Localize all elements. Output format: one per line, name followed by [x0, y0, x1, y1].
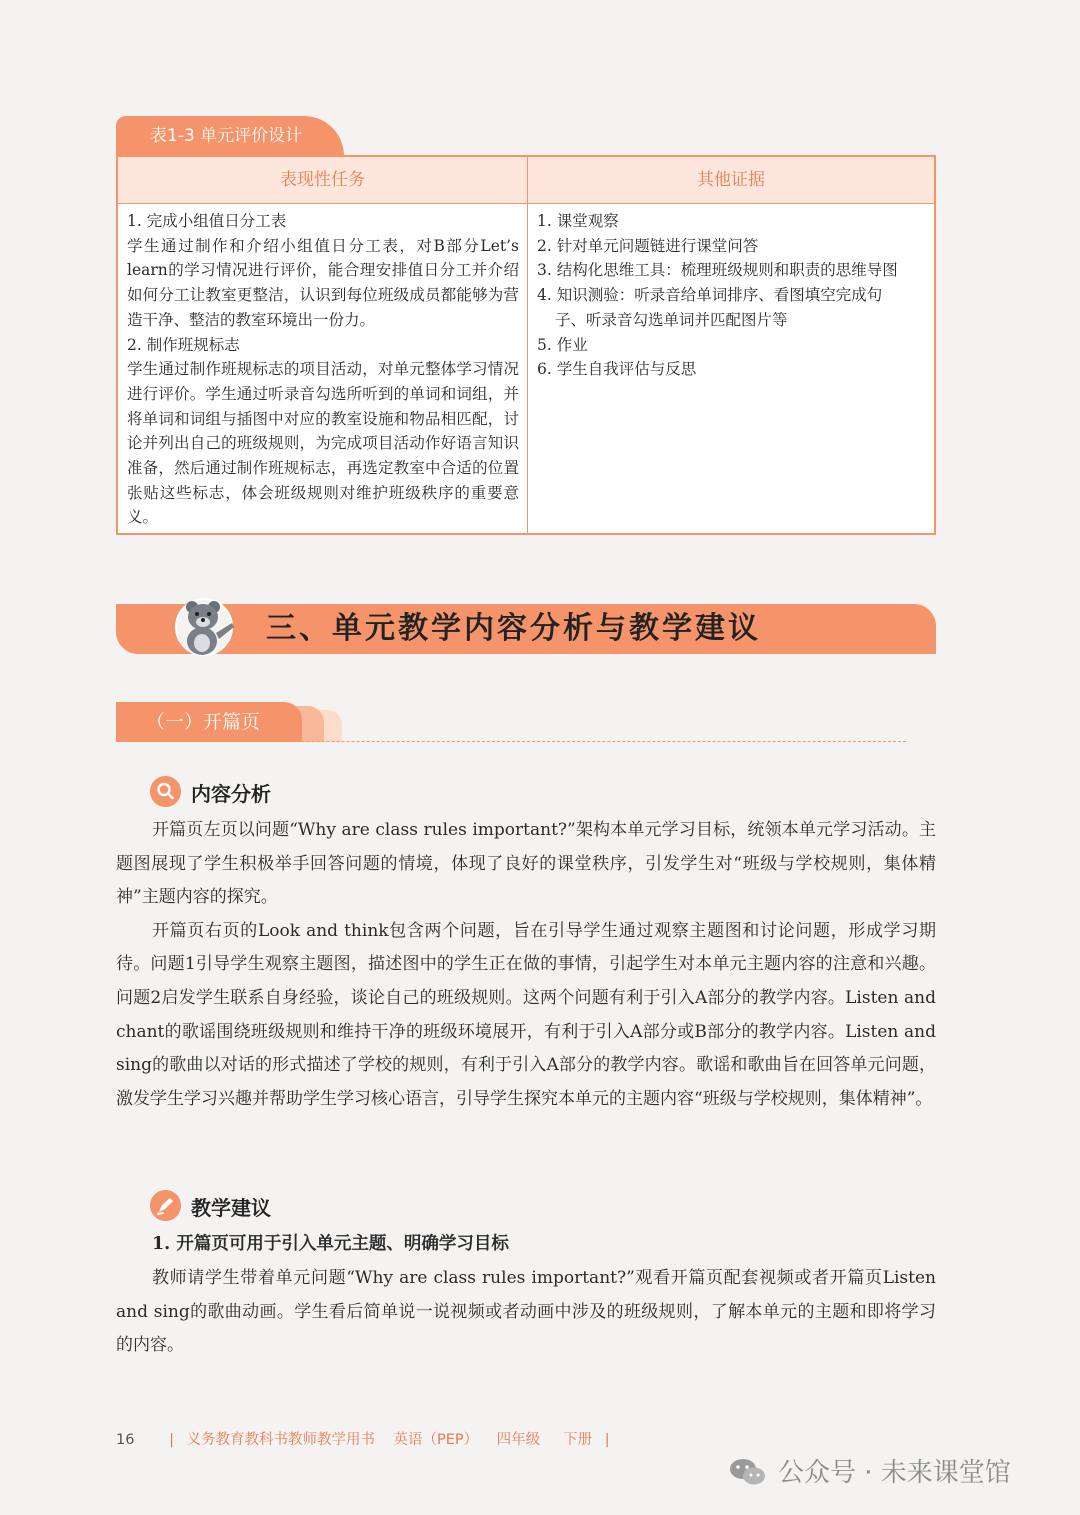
evaluation-table — [116, 155, 936, 535]
table-header-tasks: 表现性任务 — [280, 170, 365, 190]
dashed-divider — [116, 741, 906, 742]
table-header-row — [118, 157, 934, 204]
analysis-paragraph-2: 开篇页右页的Look and think包含两个问题，旨在引导学生通过观察主题图和讨论问题，形成学习期待。问题1引导学生观察主题图，描述图中的学生正在做的事情，引起学生对本单元主题内容的注意和兴趣。问题2启发学生联系自身经验，谈论自己的班级规则。这两个问题有利于引入A部分的教学内容。Listen and chant的歌谣围绕班级规则和维持干净的班级环境展开，有利于引入A部分或B部分的教学内容。Listen and sing的歌曲以对话的形式描述了学校的规则，有利于引入A部分的教学内容。歌谣和歌曲旨在回答单元问题，激发学生学习兴趣并帮助学生学习核心语言，引导学生探究本单元的主题内容“班级与学校规则，集体精神”。 — [116, 920, 936, 1109]
evidence-item-4-cont: 子、听录音勾选单词并匹配图片等 — [555, 310, 788, 329]
footer-book: 义务教育教科书教师教学用书 — [186, 1432, 376, 1448]
table-column-divider — [527, 157, 528, 533]
page-number: 16 — [116, 1432, 135, 1448]
table-caption: 表1-3 单元评价设计 — [116, 116, 344, 156]
magnifier-icon — [150, 776, 181, 807]
evidence-column — [537, 209, 929, 382]
wechat-logo-icon — [728, 1456, 768, 1488]
evidence-item-2: 2. 针对单元问题链进行课堂问答 — [537, 236, 759, 255]
teaching-advice-body — [116, 1262, 936, 1363]
table-header-evidence: 其他证据 — [697, 170, 765, 190]
task-item-1-title: 1. 完成小组值日分工表 — [127, 212, 287, 230]
analysis-paragraph-1: 开篇页左页以问题“Why are class rules important?”架构本单元学习目标，统领本单元学习活动。主题图展现了学生积极举手回答问题的情境，体现了良好的课堂秩序，引发学生对“班级与学校规则，集体精神”主题内容的探究。 — [116, 820, 936, 908]
evidence-item-5: 5. 作业 — [537, 335, 588, 354]
content-analysis-body — [116, 814, 936, 1116]
task-item-2-desc: 学生通过制作班规标志的项目活动，对单元整体学习情况进行评价。学生通过听录音勾选所听到的单词和词组，并将单词和词组与插图中对应的教室设施和物品相匹配，讨论并列出自己的班级规则，为完成项目活动作好语言知识准备，然后通过制作班规标志，再选定教室中合适的位置张贴这些标志，体会班级规则对维护班级秩序的重要意义。 — [127, 360, 519, 527]
bear-mascot-icon — [170, 593, 240, 657]
watermark-text: 公众号 · 未来课堂馆 — [778, 1458, 1011, 1488]
advice-paragraph: 教师请学生带着单元问题“Why are class rules important?”观看开篇页配套视频或者开篇页Listen and sing的歌曲动画。学生看后简单说一说视频或者动画中涉及的班级规则，了解本单元的主题和即将学习的内容。 — [116, 1268, 936, 1356]
evidence-item-3: 3. 结构化思维工具：梳理班级规则和职责的思维导图 — [537, 261, 898, 280]
task-item-1-desc: 学生通过制作和介绍小组值日分工表，对B部分Let’s learn的学习情况进行评价，能合理安排值日分工并介绍如何分工让教室更整洁，认识到每位班级成员都能够为营造干净、整洁的教室环境出一份力。 — [127, 236, 519, 329]
footer-volume: 下册 — [563, 1432, 593, 1448]
evidence-item-6: 6. 学生自我评估与反思 — [537, 360, 697, 379]
page-footer: 16 | 义务教育教科书教师教学用书 英语（PEP） 四年级 下册 | — [116, 1432, 610, 1448]
section-title: 三、单元教学内容分析与教学建议 — [266, 611, 761, 646]
subsection-tab — [116, 702, 346, 742]
teaching-advice-label: 教学建议 — [191, 1196, 271, 1220]
tasks-column — [127, 209, 519, 530]
task-item-2-title: 2. 制作班规标志 — [127, 335, 240, 354]
content-analysis-label: 内容分析 — [191, 782, 271, 806]
advice-point-title: 1. 开篇页可用于引入单元主题、明确学习目标 — [152, 1234, 509, 1254]
footer-subject: 英语（PEP） — [393, 1432, 479, 1448]
evidence-item-4: 4. 知识测验：听录音给单词排序、看图填空完成句 — [537, 286, 883, 305]
footer-grade: 四年级 — [496, 1432, 541, 1448]
pen-icon — [150, 1190, 181, 1221]
subsection-title: （一）开篇页 — [116, 702, 302, 742]
evidence-item-1: 1. 课堂观察 — [537, 212, 619, 230]
